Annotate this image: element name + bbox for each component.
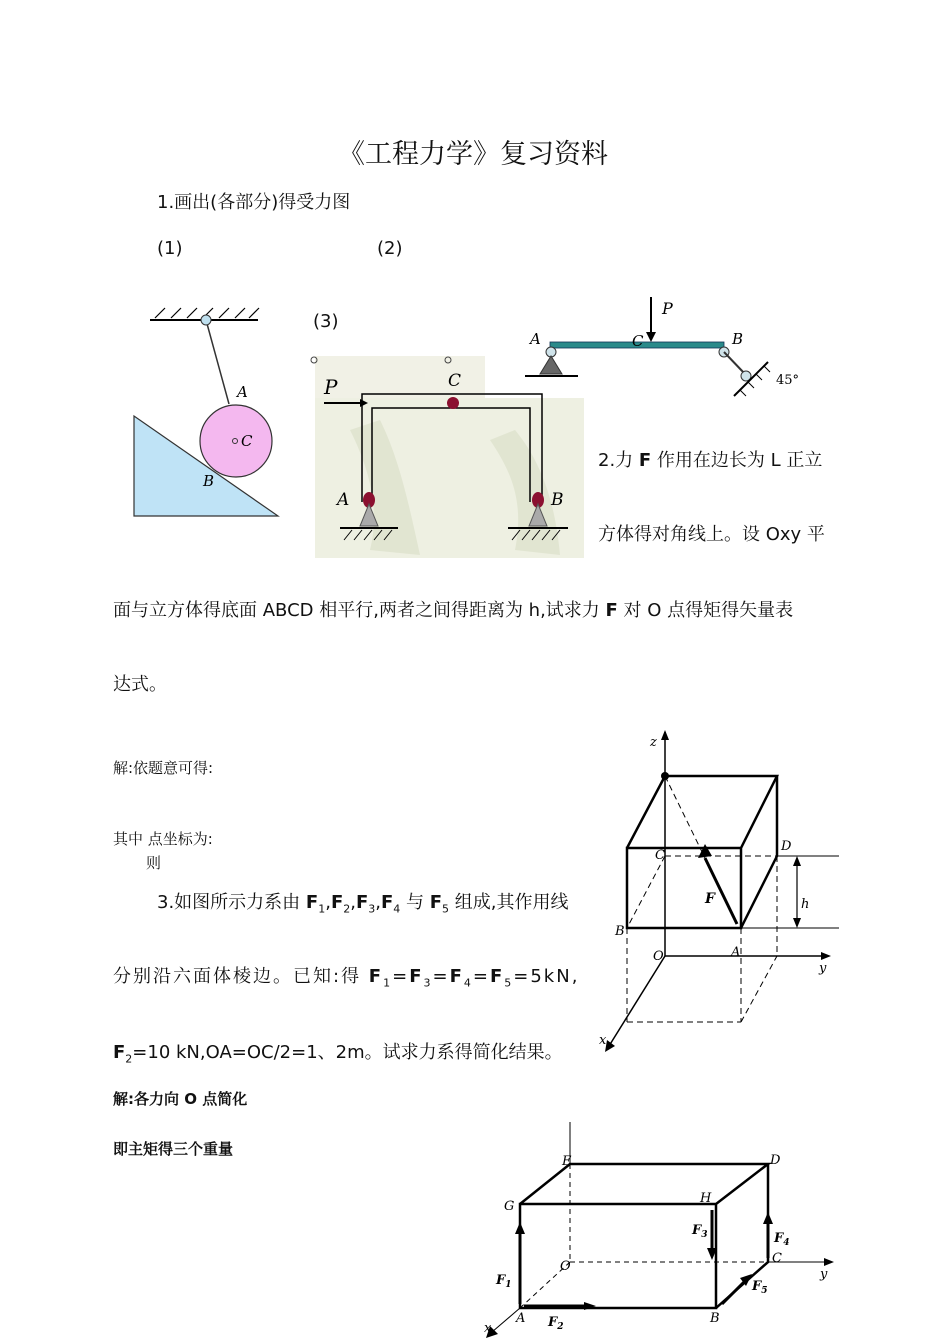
fig4-label-b: B [615, 924, 625, 939]
q1-label-1: (1) [157, 238, 183, 259]
fig5-label-f4: $F_4$ [774, 1231, 790, 1248]
fig5-label-h: H [700, 1191, 712, 1206]
q3-solution-1: 解:各力向 O 点简化 [113, 1090, 248, 1108]
q2-solution-2: 其中 点坐标为: [113, 830, 213, 848]
fig4-label-z: z [650, 735, 657, 750]
fig5-label-f3: $F_3$ [692, 1223, 708, 1240]
fig2-label-p: P [662, 299, 673, 318]
fig4-label-o: O [653, 949, 664, 964]
q2-solution-3: 则 [146, 854, 162, 872]
fig4-label-a: A [731, 945, 741, 960]
fig4-label-f: F [705, 891, 715, 907]
fig5-label-g: G [504, 1199, 515, 1214]
q2-line-4: 达式。 [113, 674, 167, 695]
fig1-label-b: B [203, 472, 215, 490]
q3-line-1: 3.如图所示力系由 $F_1,F_2,F_3,F_4$ 与 $F_5$ 组成,其作用线 [157, 892, 569, 916]
fig4-label-x: x [599, 1033, 607, 1048]
fig4-label-c: C [655, 848, 665, 863]
fig3-label-b: B [551, 490, 564, 510]
fig3-label-p: P [324, 375, 338, 399]
figure-1-ball-on-incline [125, 300, 295, 525]
q2-line-1: 2.力 F 作用在边长为 L 正立 [598, 450, 823, 471]
fig5-label-d: D [770, 1153, 781, 1168]
fig4-label-d: D [781, 839, 792, 854]
q2-line-3: 面与立方体得底面 ABCD 相平行,两者之间得距离为 h,试求力 F 对 O 点得矩得矢量表 [113, 600, 794, 621]
fig1-label-c: C [241, 432, 253, 450]
q3-solution-2: 即主矩得三个重量 [113, 1140, 234, 1158]
q1-heading: 1.画出(各部分)得受力图 [157, 192, 351, 213]
fig2-label-c: C [632, 332, 644, 350]
fig5-label-f2: $F_2$ [548, 1315, 564, 1332]
fig2-label-a: A [530, 330, 541, 348]
fig5-label-e: E [562, 1154, 572, 1169]
fig2-label-b: B [732, 330, 744, 348]
fig3-label-a: A [337, 490, 350, 510]
figure-4-cube [595, 728, 845, 1058]
fig5-label-f1: $F_1$ [496, 1273, 512, 1290]
fig5-label-o: O [560, 1259, 571, 1274]
fig2-label-angle: 45° [776, 373, 800, 388]
q1-label-2: (2) [377, 238, 403, 259]
fig5-label-f5: $F_5$ [752, 1279, 768, 1296]
q3-line-2: 分别沿六面体棱边。已知:得 $F_1=F_3=F_4=F_5=5kN$, [113, 966, 580, 990]
fig5-label-y: y [820, 1267, 828, 1282]
fig4-label-y: y [819, 961, 827, 976]
fig5-label-b: B [710, 1311, 720, 1326]
fig5-label-x: x [484, 1321, 492, 1336]
page-title: 《工程力学》复习资料 [338, 139, 608, 170]
fig1-label-a: A [237, 383, 248, 401]
q2-line-2: 方体得对角线上。设 Oxy 平 [598, 524, 825, 545]
fig5-label-a: A [516, 1311, 526, 1326]
fig5-label-c: C [772, 1251, 782, 1266]
fig4-label-h: h [801, 897, 810, 912]
figure-3-frame [310, 350, 590, 565]
q1-label-3: (3) [313, 311, 339, 332]
figure-5-hexahedron [480, 1118, 840, 1344]
q2-solution: 解:依题意可得: [113, 759, 214, 777]
fig3-label-c: C [448, 371, 462, 391]
q3-line-3: $F_2=10$ kN,OA=OC/2=1、2m。试求力系得简化结果。 [113, 1042, 563, 1066]
